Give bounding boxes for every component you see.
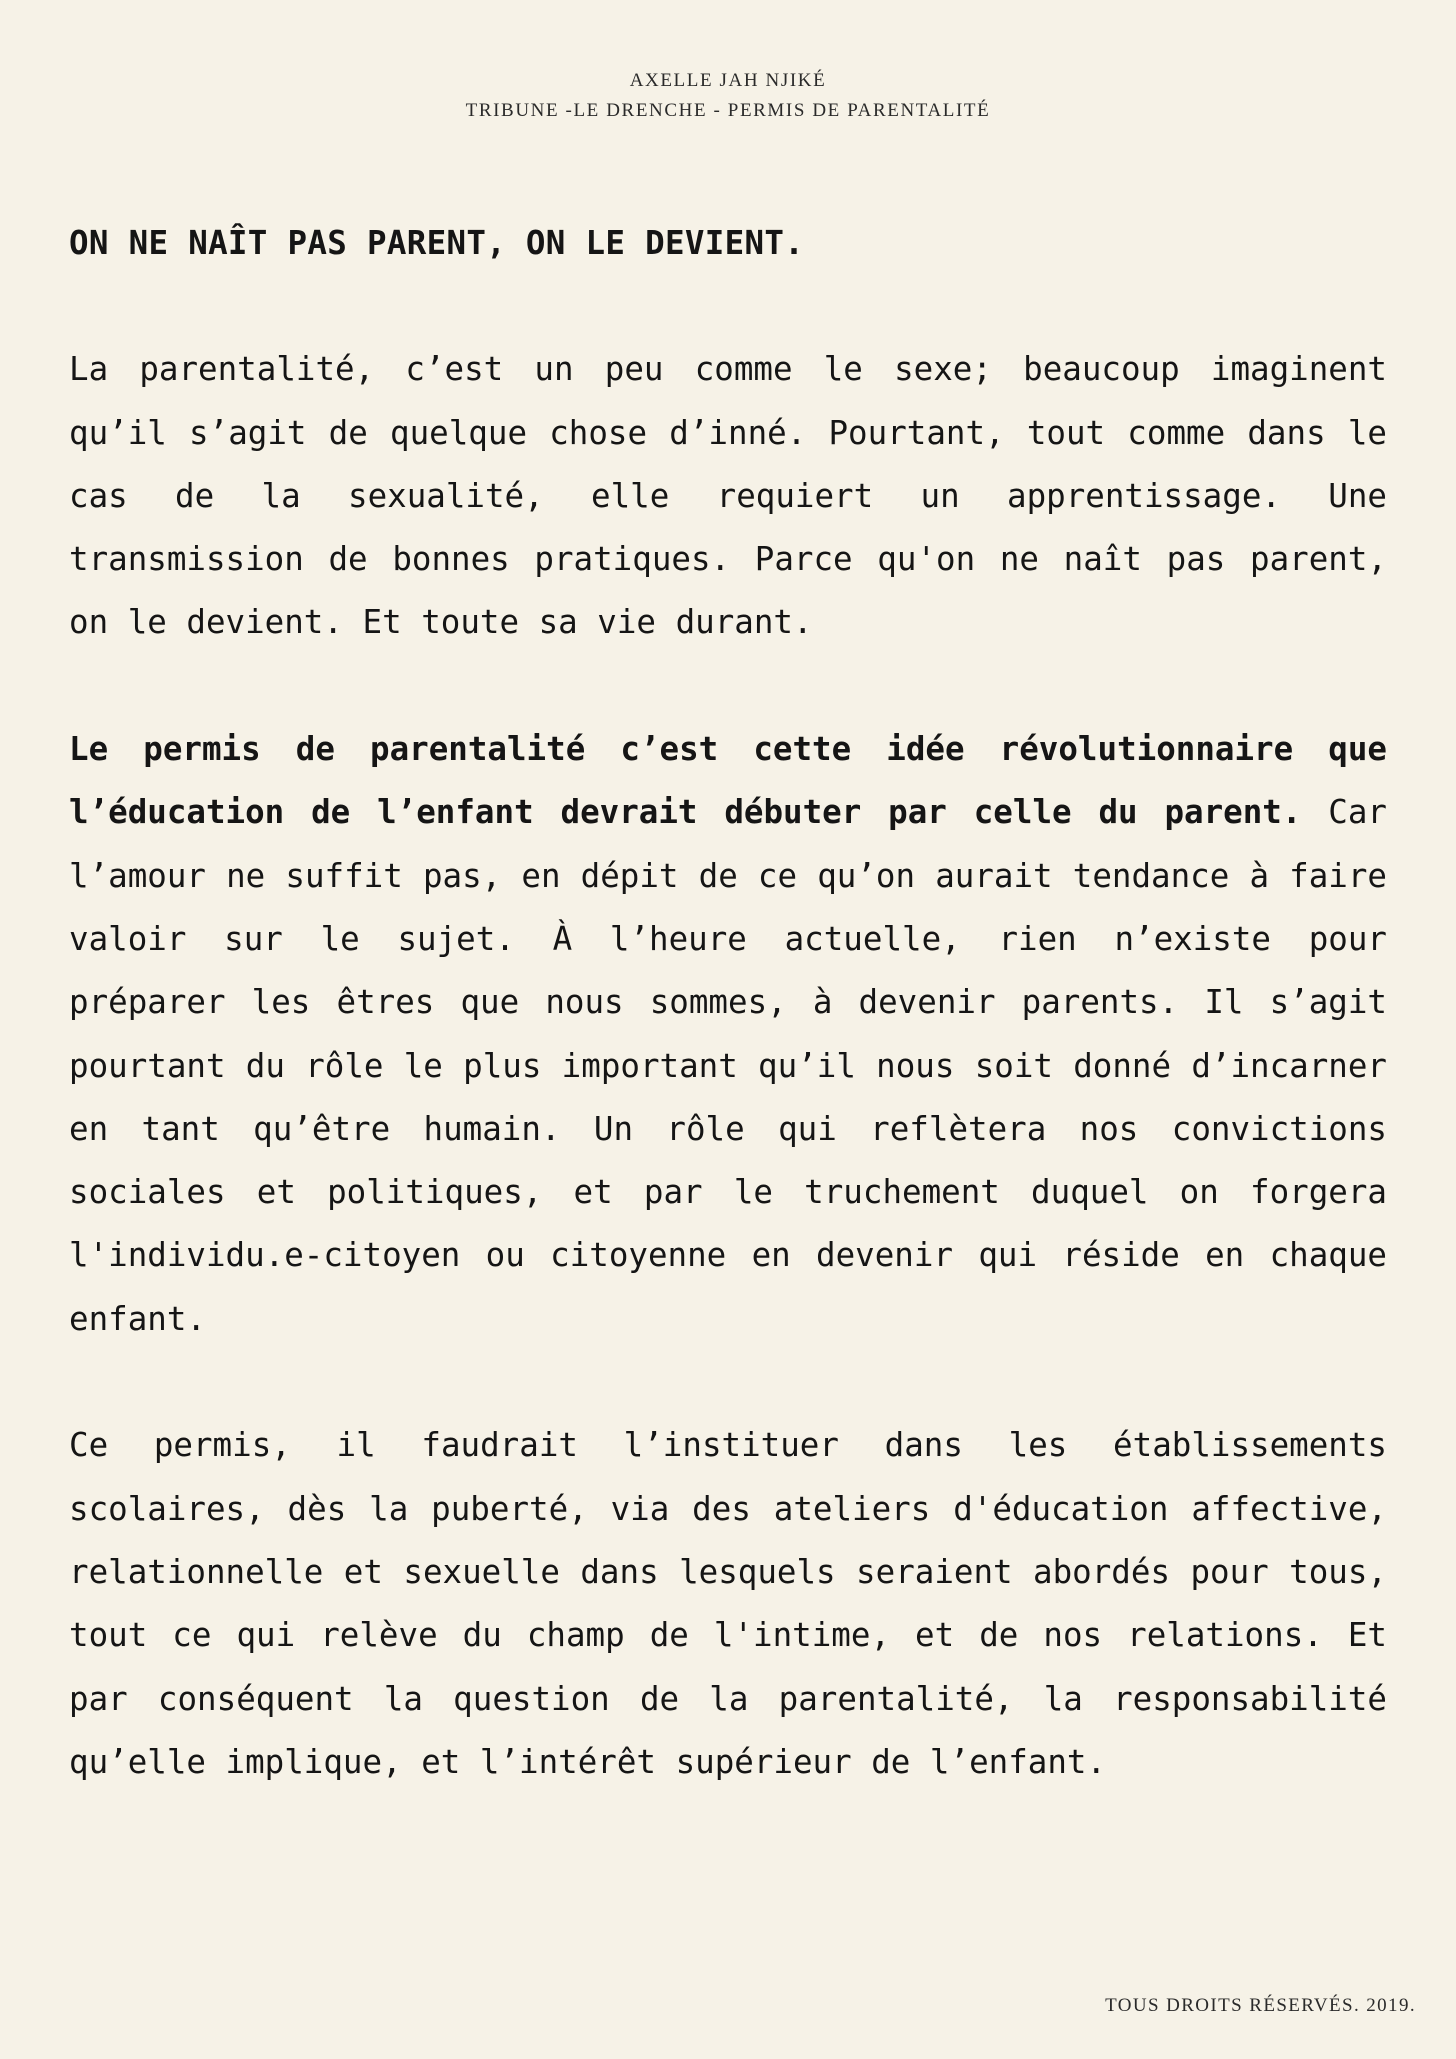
paragraph-permis-lead: Le permis de parentalité c’est cette idée révolutionnaire que l’éducation de l’enfant devrait débuter par celle du parent. [69, 730, 1387, 832]
paragraph-permis-text: Car l’amour ne suffit pas, en dépit de ce qu’on aurait tendance à faire valoir sur le sujet. À l’heure actuelle, rien n’existe pour préparer les êtres que nous sommes, à devenir parents. Il s’agit pourtant du rôle le plus important qu’il nous soit donné d’incarner en tant qu’être humain. Un rôle qui reflètera nos convictions sociales et politiques, et par le truchement duquel on forgera l'individu.e-citoyen ou citoyenne en devenir qui réside en chaque enfant. [69, 793, 1387, 1338]
document-subtitle: TRIBUNE -LE DRENCHE - PERMIS DE PARENTALITÉ [465, 100, 991, 121]
paragraph-schools: Ce permis, il faudrait l’instituer dans les établissements scolaires, dès la puberté, via des ateliers d'éducation affective, relationnelle et sexuelle dans lesquels seraient abordés pour tous, tout ce qui relève du champ de l'intime, et de nos relations. Et par conséquent la question de la parentalité, la responsabilité qu’elle implique, et l’intérêt supérieur de l’enfant. [69, 1426, 1387, 1781]
copyright-footer: TOUS DROITS RÉSERVÉS. 2019. [1105, 1995, 1416, 2016]
article-body [69, 212, 1387, 1857]
paragraph-permis [69, 718, 1387, 1351]
article-headline: ON NE NAÎT PAS PARENT, ON LE DEVIENT. [69, 224, 805, 262]
author-name: AXELLE JAH NJIKÉ [629, 70, 827, 91]
document-header [0, 66, 1456, 126]
paragraph-intro: La parentalité, c’est un peu comme le sexe; beaucoup imaginent qu’il s’agit de quelque chose d’inné. Pourtant, tout comme dans le cas de la sexualité, elle requiert un apprentissage. Une transmission de bonnes pratiques. Parce qu'on ne naît pas parent, on le devient. Et toute sa vie durant. [69, 350, 1387, 642]
